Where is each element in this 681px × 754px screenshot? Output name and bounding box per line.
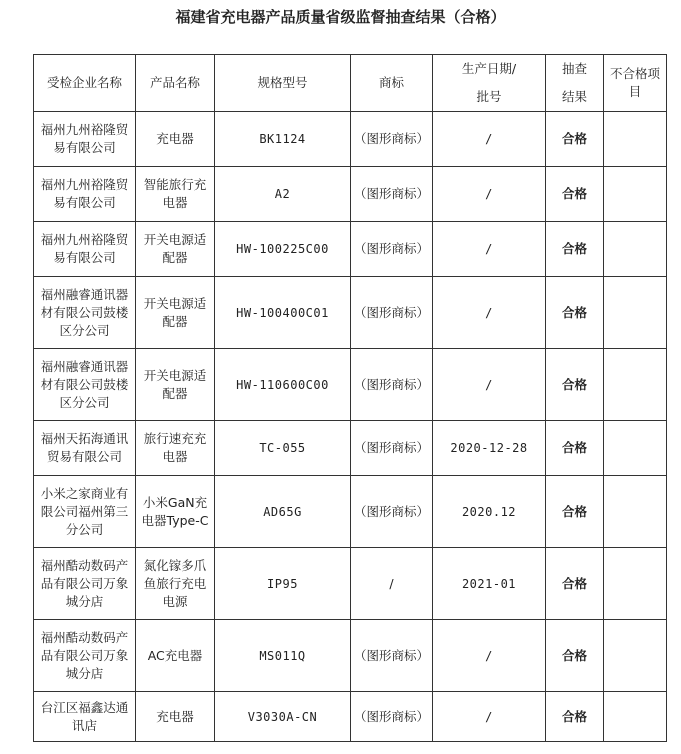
cell-model: IP95 [215, 548, 351, 620]
cell-model: BK1124 [215, 112, 351, 167]
header-fail-items: 不合格项目 [604, 55, 667, 112]
cell-result: 合格 [546, 476, 604, 548]
cell-date: / [433, 620, 546, 692]
cell-trademark: （图形商标） [351, 222, 433, 277]
table-header-row [34, 55, 667, 112]
table-row [34, 476, 667, 548]
header-product: 产品名称 [136, 55, 215, 112]
cell-product: 开关电源适配器 [136, 277, 215, 349]
cell-product: 充电器 [136, 692, 215, 742]
cell-product: 充电器 [136, 112, 215, 167]
table-row [34, 277, 667, 349]
cell-product: 小米GaN充电器Type-C [136, 476, 215, 548]
cell-model: MS011Q [215, 620, 351, 692]
cell-company: 福州融睿通讯器材有限公司鼓楼区分公司 [34, 277, 136, 349]
cell-trademark: （图形商标） [351, 277, 433, 349]
table-row [34, 620, 667, 692]
cell-result: 合格 [546, 421, 604, 476]
cell-trademark: （图形商标） [351, 620, 433, 692]
cell-date: 2020.12 [433, 476, 546, 548]
cell-model: AD65G [215, 476, 351, 548]
cell-fail-items [604, 277, 667, 349]
cell-company: 福州九州裕隆贸易有限公司 [34, 222, 136, 277]
table-body [34, 112, 667, 742]
cell-company: 福州融睿通讯器材有限公司鼓楼区分公司 [34, 349, 136, 421]
cell-trademark: （图形商标） [351, 421, 433, 476]
cell-fail-items [604, 222, 667, 277]
cell-model: TC-055 [215, 421, 351, 476]
header-company: 受检企业名称 [34, 55, 136, 112]
cell-fail-items [604, 692, 667, 742]
cell-product: AC充电器 [136, 620, 215, 692]
cell-product: 氮化镓多爪鱼旅行充电电源 [136, 548, 215, 620]
table-row [34, 222, 667, 277]
cell-trademark: （图形商标） [351, 476, 433, 548]
cell-fail-items [604, 421, 667, 476]
cell-model: A2 [215, 167, 351, 222]
cell-result: 合格 [546, 112, 604, 167]
page-title: 福建省充电器产品质量省级监督抽查结果（合格） [175, 8, 506, 26]
cell-result: 合格 [546, 167, 604, 222]
cell-company: 福州酷动数码产品有限公司万象城分店 [34, 548, 136, 620]
cell-model: HW-100400C01 [215, 277, 351, 349]
cell-model: HW-110600C00 [215, 349, 351, 421]
header-model: 规格型号 [215, 55, 351, 112]
cell-result: 合格 [546, 692, 604, 742]
cell-product: 开关电源适配器 [136, 222, 215, 277]
cell-fail-items [604, 112, 667, 167]
cell-fail-items [604, 167, 667, 222]
header-date: 生产日期/ 批号 [433, 55, 546, 112]
cell-company: 福州天拓海通讯贸易有限公司 [34, 421, 136, 476]
cell-company: 福州九州裕隆贸易有限公司 [34, 112, 136, 167]
cell-product: 智能旅行充电器 [136, 167, 215, 222]
cell-fail-items [604, 476, 667, 548]
cell-fail-items [604, 548, 667, 620]
table-row [34, 692, 667, 742]
cell-result: 合格 [546, 277, 604, 349]
header-result: 抽查 结果 [546, 55, 604, 112]
cell-model: HW-100225C00 [215, 222, 351, 277]
cell-result: 合格 [546, 620, 604, 692]
cell-fail-items [604, 349, 667, 421]
cell-trademark: （图形商标） [351, 349, 433, 421]
cell-result: 合格 [546, 349, 604, 421]
cell-fail-items [604, 620, 667, 692]
cell-date: / [433, 277, 546, 349]
results-table [33, 54, 667, 742]
cell-company: 福州九州裕隆贸易有限公司 [34, 167, 136, 222]
cell-date: / [433, 349, 546, 421]
cell-trademark: （图形商标） [351, 167, 433, 222]
cell-date: 2020-12-28 [433, 421, 546, 476]
table-row [34, 548, 667, 620]
cell-date: / [433, 167, 546, 222]
cell-trademark: （图形商标） [351, 112, 433, 167]
cell-result: 合格 [546, 548, 604, 620]
table-row [34, 167, 667, 222]
cell-company: 小米之家商业有限公司福州第三分公司 [34, 476, 136, 548]
cell-date: / [433, 222, 546, 277]
cell-model: V3030A-CN [215, 692, 351, 742]
cell-result: 合格 [546, 222, 604, 277]
table-row [34, 349, 667, 421]
cell-company: 台江区福鑫达通讯店 [34, 692, 136, 742]
table-row [34, 112, 667, 167]
cell-company: 福州酷动数码产品有限公司万象城分店 [34, 620, 136, 692]
cell-date: / [433, 692, 546, 742]
header-trademark: 商标 [351, 55, 433, 112]
cell-trademark: / [351, 548, 433, 620]
cell-product: 旅行速充充电器 [136, 421, 215, 476]
cell-date: 2021-01 [433, 548, 546, 620]
cell-product: 开关电源适配器 [136, 349, 215, 421]
cell-date: / [433, 112, 546, 167]
cell-trademark: （图形商标） [351, 692, 433, 742]
table-row [34, 421, 667, 476]
